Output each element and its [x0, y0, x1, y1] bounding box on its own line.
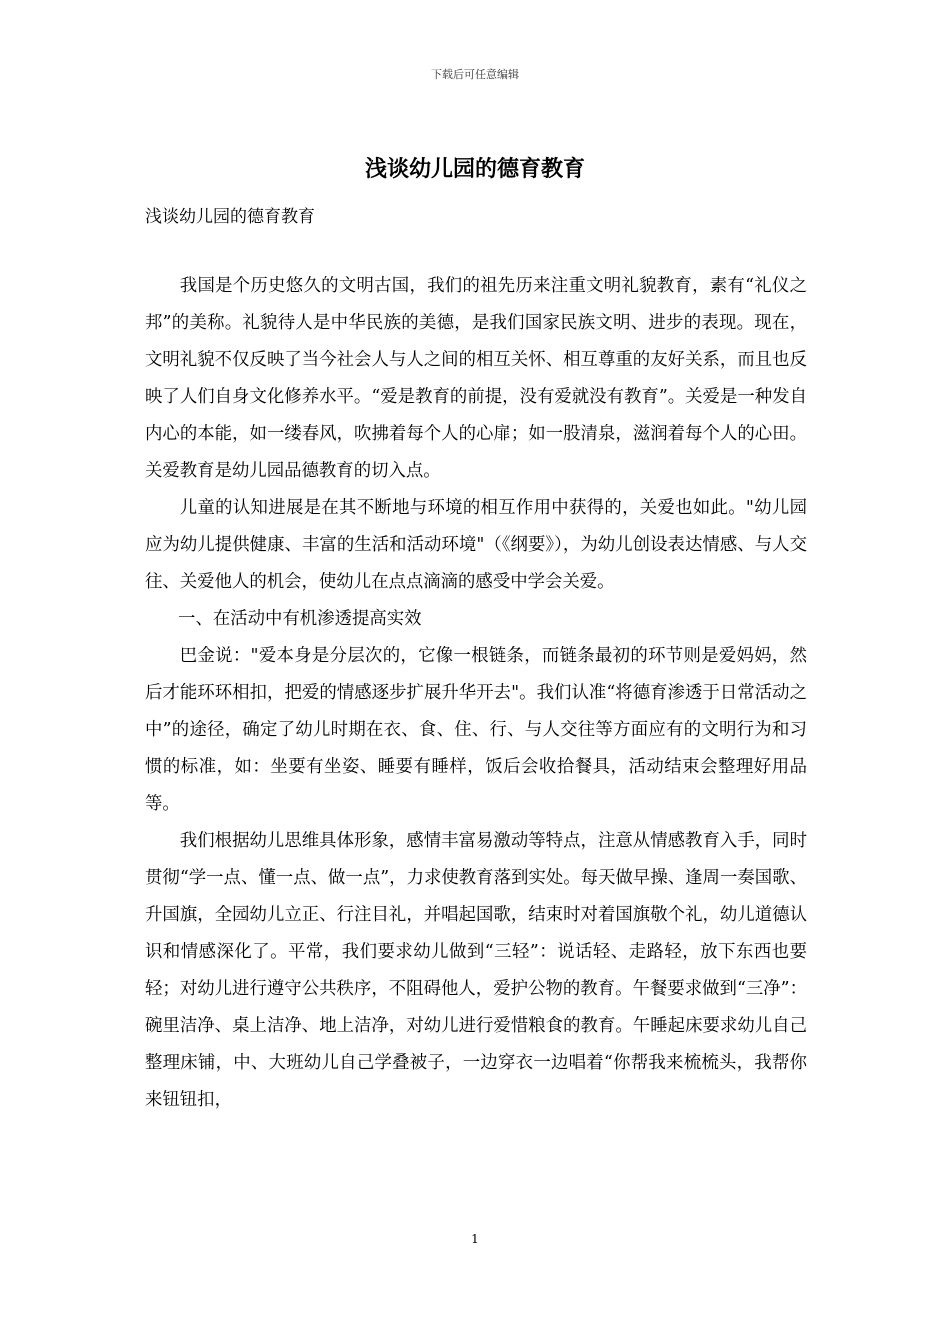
paragraph-bajin-quote: 巴金说："爱本身是分层次的，它像一根链条，而链条最初的环节则是爱妈妈，然后才能环环相扣，把爱的情感逐步扩展升华开去"。我们认准“将德育渗透于日常活动之中”的途径，确定了幼儿时期在衣、食、住、行、与人交往等方面应有的文明行为和习惯的标准，如：坐要有坐姿、睡要有睡样，饭后会收拾餐具，活动结束会整理好用品等。 [145, 646, 807, 814]
document-body [145, 268, 807, 1119]
document-title: 浅谈幼儿园的德育教育 [364, 157, 585, 182]
paragraph-cognition: 儿童的认知进展是在其不断地与环境的相互作用中获得的，关爱也如此。"幼儿园应为幼儿提供健康、丰富的生活和活动环境"（《纲要》），为幼儿创设表达情感、与人交往、关爱他人的机会，使幼儿在点点滴滴的感受中学会关爱。 [145, 498, 807, 592]
document-subtitle: 浅谈幼儿园的德育教育 [145, 207, 315, 227]
section-heading: 一、在活动中有机渗透提高实效 [178, 609, 422, 629]
page-header: 下载后可任意编辑 [431, 68, 519, 81]
paragraph-intro: 我国是个历史悠久的文明古国，我们的祖先历来注重文明礼貌教育，素有“礼仪之邦”的美称。礼貌待人是中华民族的美德，是我们国家民族文明、进步的表现。现在，文明礼貌不仅反映了当今社会人与人之间的相互关怀、相互尊重的友好关系，而且也反映了人们自身文化修养水平。“爱是教育的前提，没有爱就没有教育”。关爱是一种发自内心的本能，如一缕春风，吹拂着每个人的心扉；如一股清泉，滋润着每个人的心田。关爱教育是幼儿园品德教育的切入点。 [145, 276, 807, 481]
paragraph-daily-activities: 我们根据幼儿思维具体形象，感情丰富易激动等特点，注意从情感教育入手，同时贯彻“学一点、懂一点、做一点”，力求使教育落到实处。每天做早操、逢周一奏国歌、升国旗，全园幼儿立正、行注目礼，并唱起国歌，结束时对着国旗敬个礼，幼儿道德认识和情感深化了。平常，我们要求幼儿做到“三轻”：说话轻、走路轻，放下东西也要轻；对幼儿进行遵守公共秩序，不阻碍他人，爱护公物的教育。午餐要求做到“三净”：碗里洁净、桌上洁净、地上洁净，对幼儿进行爱惜粮食的教育。午睡起床要求幼儿自己整理床铺，中、大班幼儿自己学叠被子，一边穿衣一边唱着“你帮我来梳梳头，我帮你来钮钮扣， [145, 831, 807, 1110]
page-number: 1 [471, 1232, 479, 1246]
